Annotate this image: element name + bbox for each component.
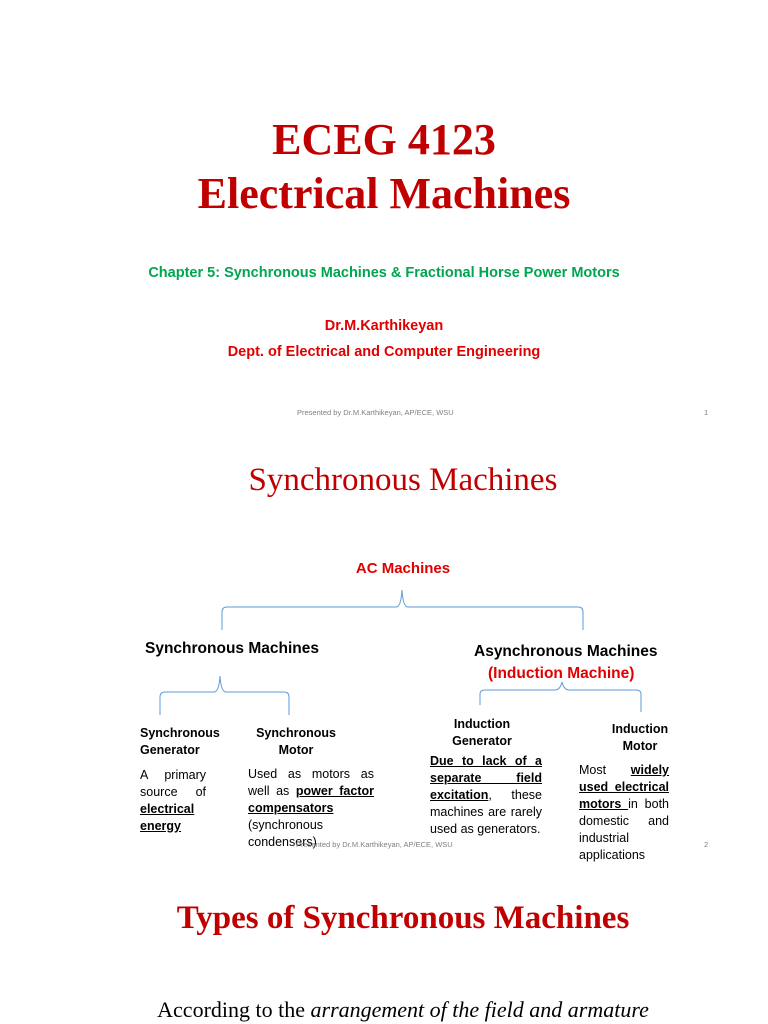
induction-generator-title-line2: Generator: [452, 734, 512, 748]
sync-motor-text: Used as motors as well as: [248, 767, 374, 798]
sync-generator-highlight: electrical energy: [140, 802, 195, 833]
sync-generator-text: A primary source of: [140, 768, 206, 799]
induction-generator-title-line1: Induction: [453, 717, 511, 731]
slide-page-number: 1: [704, 408, 709, 417]
sync-motor-title-line2: Motor: [278, 743, 314, 757]
sync-motor-title-line1: Synchronous: [256, 726, 336, 740]
induction-generator-text: , these machines are rarely used as generators.: [430, 788, 542, 836]
asynchronous-branch-label: Asynchronous Machines: [474, 643, 658, 660]
sync-generator-title-line1: Synchronous: [140, 726, 220, 740]
course-title: Electrical Machines: [197, 169, 571, 218]
slide-footer: Presented by Dr.M.Karthikeyan, AP/ECE, WSU: [297, 408, 454, 417]
induction-motor-title-line2: Motor: [622, 739, 658, 753]
induction-motor-title: [600, 721, 680, 755]
sync-motor-text-2: (synchronous condensers): [248, 818, 324, 849]
induction-motor-highlight: widely used electrical motors: [579, 763, 669, 811]
tree-root-label: AC Machines: [355, 560, 451, 577]
induction-motor-description: [579, 762, 669, 864]
sync-motor-description: [248, 766, 374, 851]
induction-machine-note: (Induction Machine): [488, 665, 635, 682]
slide-title: Types of Synchronous Machines: [176, 900, 630, 936]
slide-title: Synchronous Machines: [248, 462, 558, 498]
course-code: ECEG 4123: [272, 115, 496, 164]
synchronous-branch-label: Synchronous Machines: [145, 640, 319, 657]
slide-footer: Presented by Dr.M.Karthikeyan, AP/ECE, WSU: [296, 840, 453, 849]
author-name: Dr.M.Karthikeyan: [324, 318, 444, 334]
slide-body-line: [0, 997, 768, 1023]
sync-motor-highlight: power factor compensators: [248, 784, 375, 815]
induction-generator-description: [430, 753, 542, 838]
department-name: Dept. of Electrical and Computer Engineering: [227, 344, 541, 360]
slide-page-number: 2: [704, 840, 709, 849]
body-line-prefix: According to the: [157, 997, 311, 1022]
induction-motor-text: Most: [579, 763, 631, 777]
sync-generator-title-line2: Generator: [140, 743, 200, 757]
induction-motor-title-line1: Induction: [611, 722, 669, 736]
chapter-subtitle: Chapter 5: Synchronous Machines & Fractional Horse Power Motors: [148, 265, 620, 281]
induction-generator-highlight: Due to lack of a separate field excitation: [430, 754, 542, 802]
induction-motor-text-2: in both domestic and industrial applications: [579, 797, 669, 862]
body-line-emphasis: arrangement of the field and armature: [310, 997, 649, 1022]
sync-generator-description: [140, 767, 206, 835]
sync-motor-title: [246, 725, 346, 759]
induction-generator-title: [430, 716, 534, 750]
sync-generator-title: [140, 725, 230, 759]
